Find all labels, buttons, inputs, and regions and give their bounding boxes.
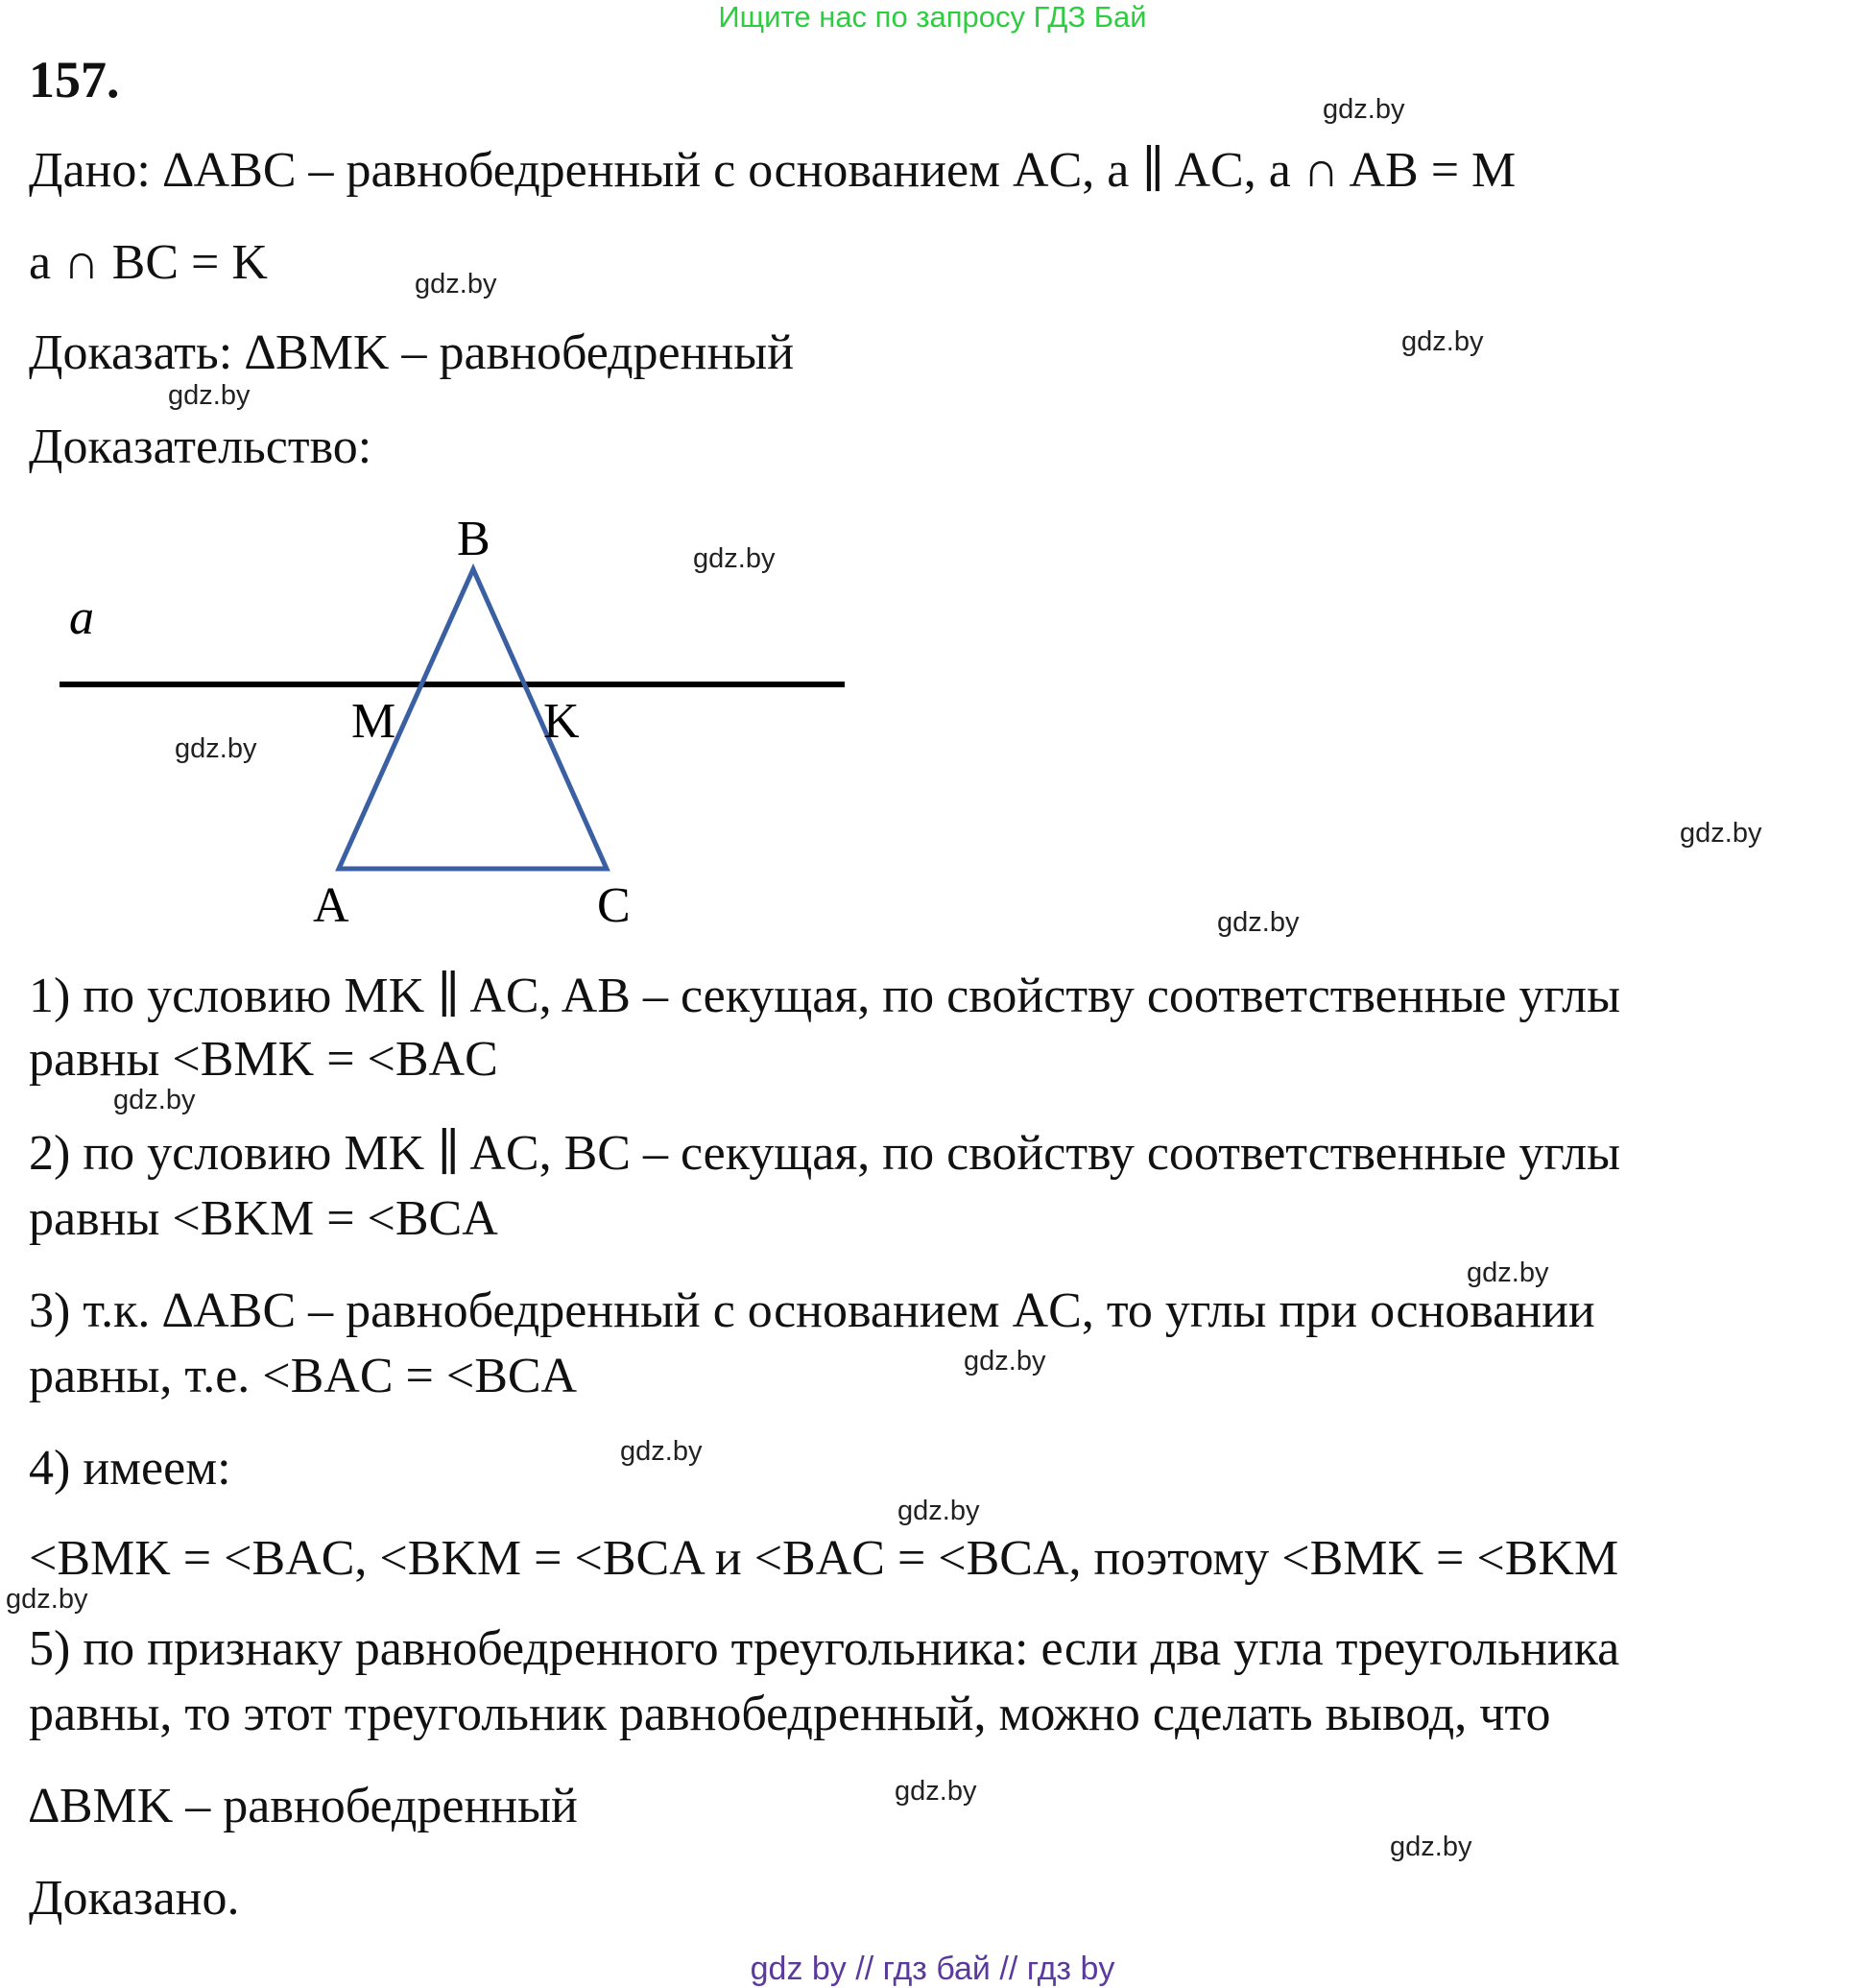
top-banner[interactable]: Ищите нас по запросу ГДЗ Бай [718,0,1147,34]
label-a: a [69,590,94,645]
given-line-2: a ∩ BC = K [29,235,268,290]
step-line: Доказано. [29,1871,240,1926]
proof-header: Доказательство: [29,419,372,474]
watermark: gdz.by [1467,1257,1549,1288]
watermark: gdz.by [895,1776,977,1807]
step-line: равны, т.е. <BAC = <BCA [29,1349,578,1403]
watermark: gdz.by [964,1346,1046,1377]
watermark: gdz.by [1680,818,1762,849]
watermark: gdz.by [897,1496,980,1526]
problem-number: 157. [29,51,120,108]
watermark: gdz.by [1401,326,1484,357]
watermark: gdz.by [1217,907,1300,938]
step-line: 4) имеем: [29,1441,231,1496]
step-line: 5) по признаку равнобедренного треугольника: если два угла треугольника [29,1621,1620,1676]
step-line: 3) т.к. ∆ABC – равнобедренный с основанием AC, то углы при основании [29,1283,1595,1338]
watermark: gdz.by [168,380,251,411]
label-a-vertex: A [313,878,349,931]
prove-line: Доказать: ∆BMK – равнобедренный [29,325,795,380]
label-b: B [457,512,490,566]
watermark: gdz.by [693,543,776,574]
watermark: gdz.by [1390,1832,1472,1862]
step-line: равны, то этот треугольник равнобедренный, можно сделать вывод, что [29,1687,1551,1741]
step-line: <BMK = <BAC, <BKM = <BCA и <BAC = <BCA, поэтому <BMK = <BKM [29,1531,1619,1586]
footer-links[interactable]: gdz by // гдз бай // гдз by [750,1951,1115,1987]
watermark: gdz.by [620,1436,703,1467]
watermark: gdz.by [175,733,257,764]
watermark: gdz.by [1323,94,1405,125]
step-line: равны <BKM = <BCA [29,1191,498,1246]
given-line-1: Дано: ∆ABC – равнобедренный с основанием AC, a ∥ AC, a ∩ AB = M [29,143,1517,198]
label-c: C [597,878,631,931]
label-m: M [351,694,396,749]
step-line: ∆BMK – равнобедренный [29,1779,578,1833]
step-line: 2) по условию MK ∥ AC, BC – секущая, по свойству соответственные углы [29,1126,1621,1181]
watermark: gdz.by [113,1085,196,1115]
step-line: равны <BMK = <BAC [29,1032,498,1087]
watermark: gdz.by [415,269,497,299]
label-k: K [543,694,580,749]
step-line: 1) по условию MK ∥ AC, AB – секущая, по свойству соответственные углы [29,969,1621,1023]
watermark: gdz.by [6,1584,88,1615]
